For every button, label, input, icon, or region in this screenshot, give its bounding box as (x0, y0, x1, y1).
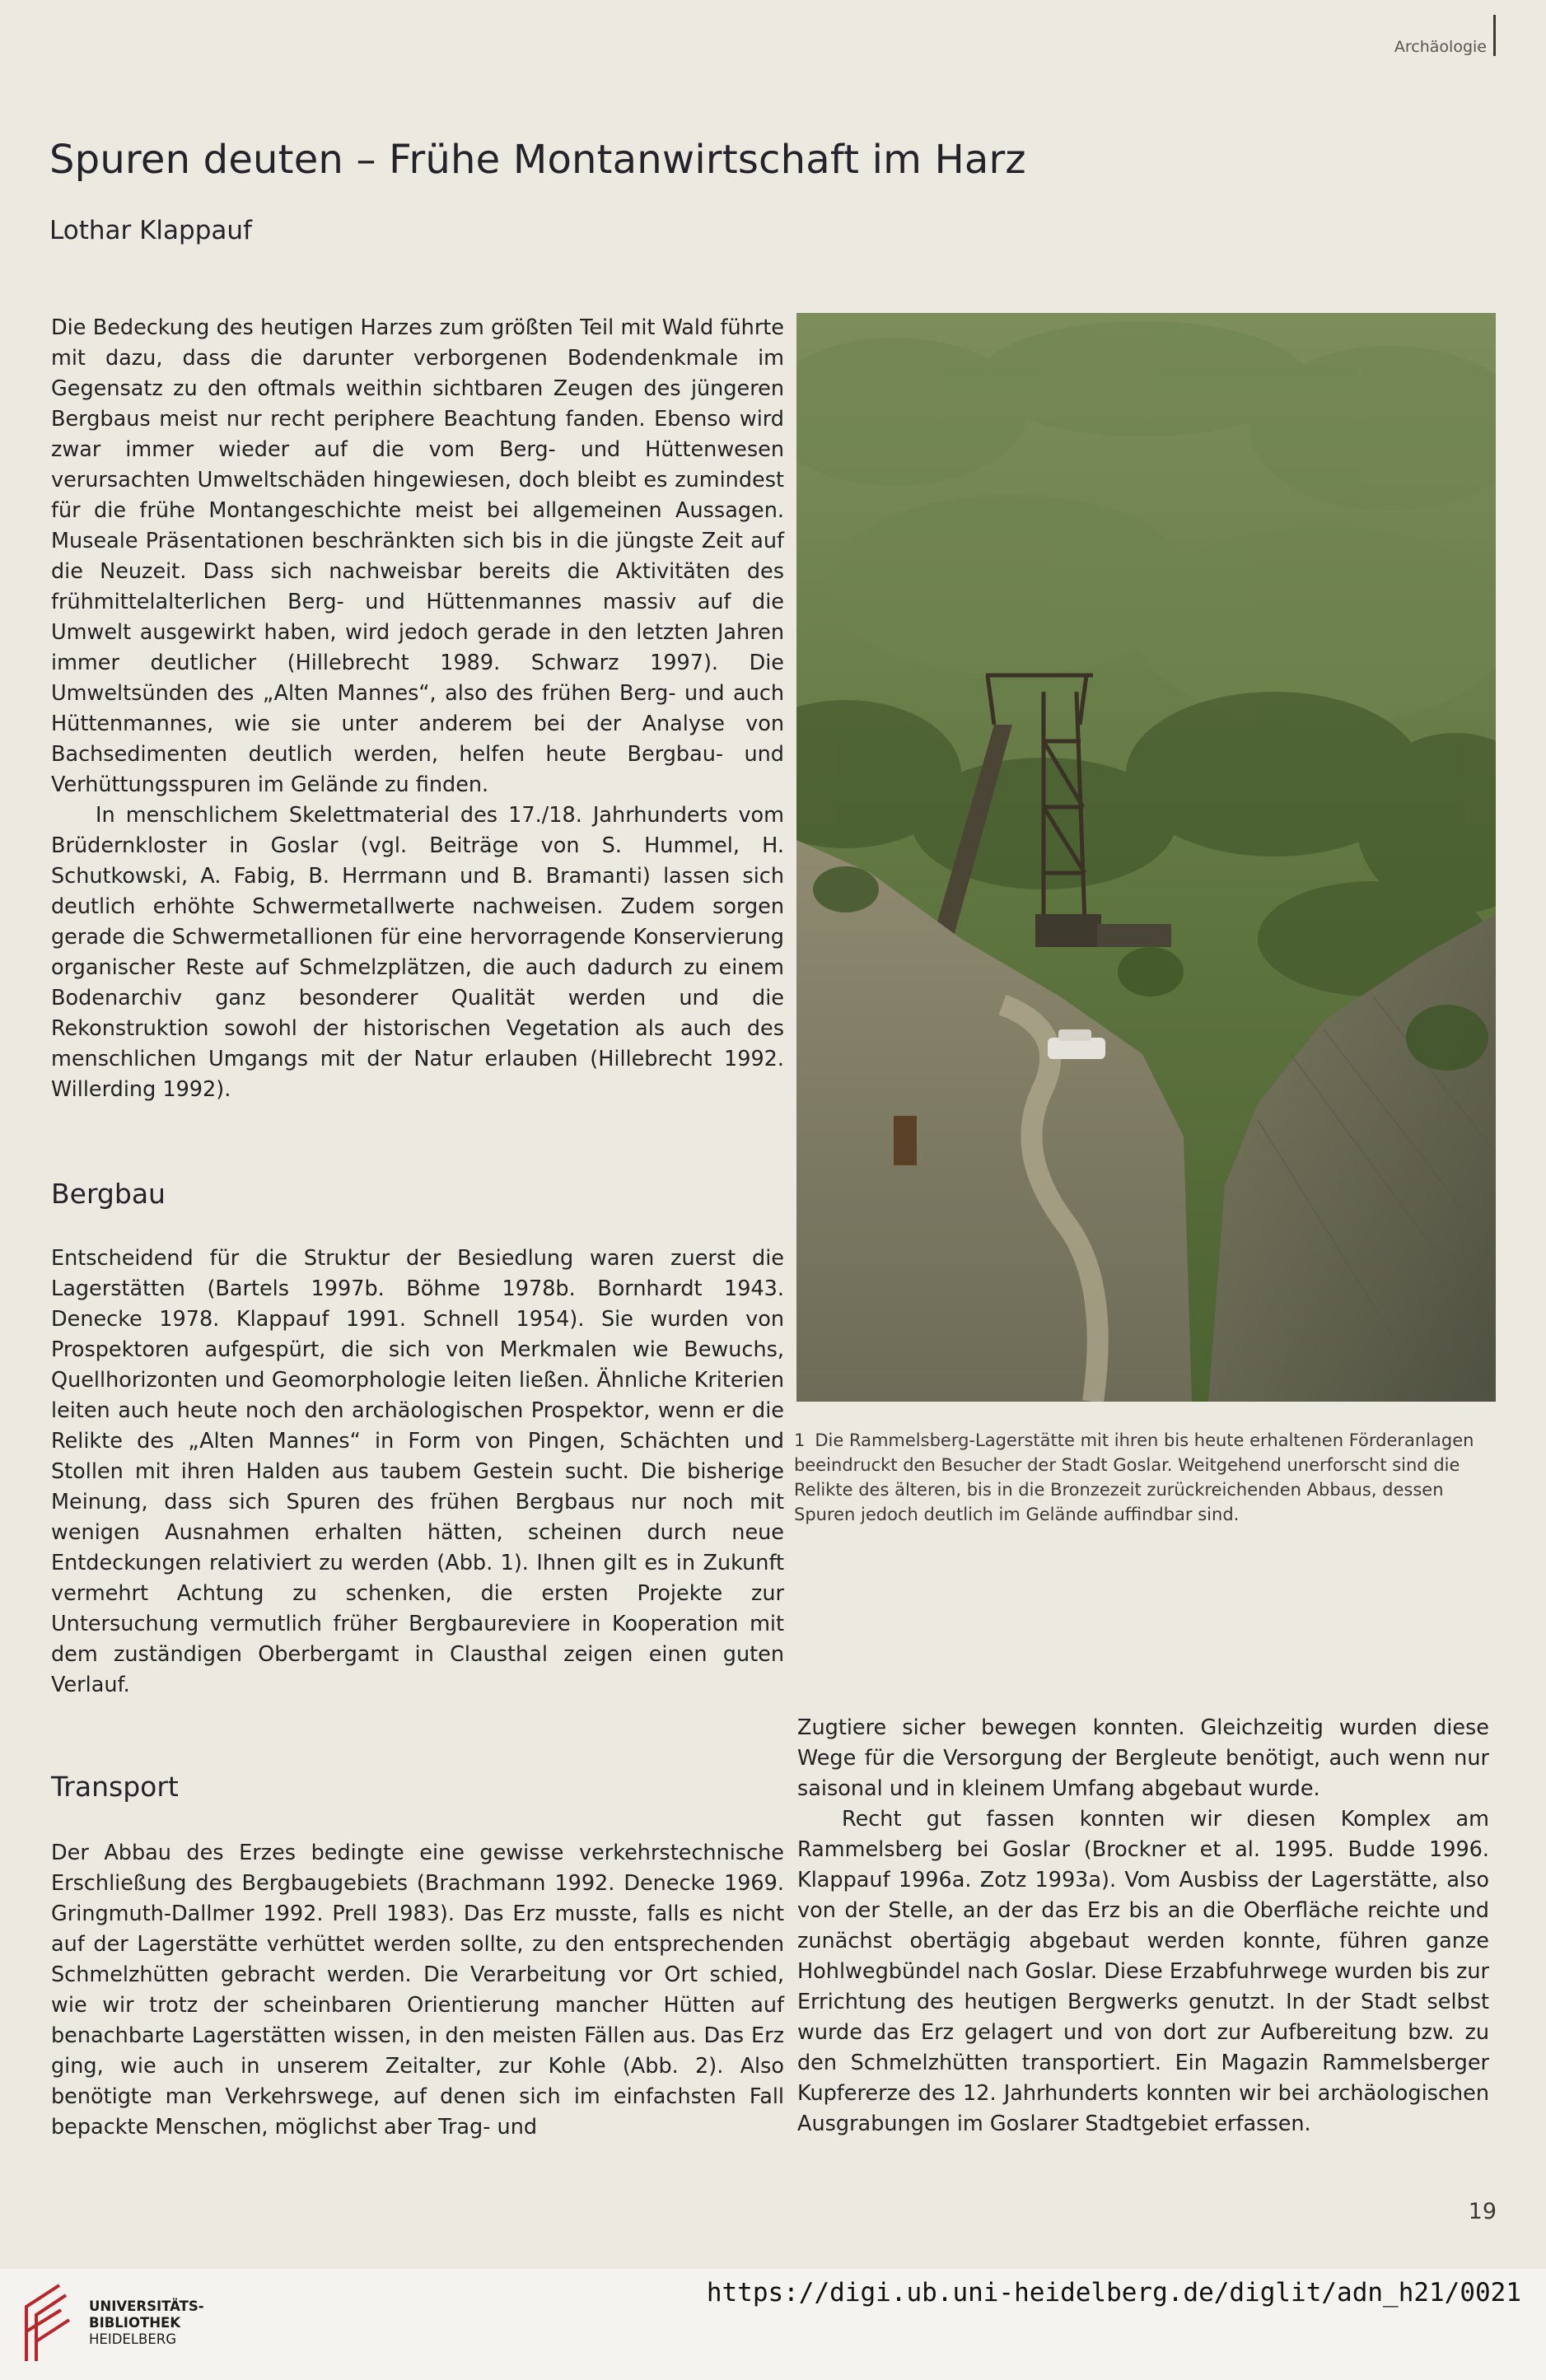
page-number: 19 (1468, 2199, 1497, 2224)
caption-text: Die Rammelsberg-Lagerstätte mit ihren bis heute erhaltenen Förderanlagen beeindruckt den Besucher der Stadt Goslar. Weitgehend unerforscht sind die Relikte des älteren, bis in die Bronzezeit zurückreichenden Abbaus, dessen Spuren jedoch deutlich im Gelände auffindbar sind. (794, 1430, 1474, 1524)
library-name (89, 2298, 204, 2348)
paragraph: In menschlichem Skelettmaterial des 17./18. Jahrhunderts vom Brüdernkloster in Goslar (vgl. Beiträge von S. Hummel, H. Schutkowski, A. Fabig, B. Herrmann und B. Bramanti) lassen sich deutlich erhöhte Schwermetallwerte nachweisen. Zudem sorgen gerade die Schwermetallionen für eine hervorragende Konservierung organischer Reste auf Schmelzplätzen, die auch dadurch zu einem Bodenarchiv ganz besonderer Qualität werden und die Rekonstruktion sowohl der historischen Vegetation als auch des menschlichen Umgangs mit der Natur erlauben (Hillebrecht 1992. Willerding 1992). (51, 803, 784, 1102)
paragraph: Zugtiere sicher bewegen konnten. Gleichzeitig wurden diese Wege für die Versorgung der Bergleute benötigt, auch wenn nur saisonal und in kleinem Umfang abgebaut wurde. (797, 1715, 1489, 1801)
digital-source-url[interactable]: https://digi.ub.uni-heidelberg.de/diglit/adn_h21/0021 (706, 2278, 1521, 2308)
paragraph: Der Abbau des Erzes bedingte eine gewisse verkehrstechnische Erschließung des Bergbaugebiets (Brachmann 1992. Denecke 1969. Gringmuth-Dallmer 1992. Prell 1983). Das Erz musste, falls es nicht auf der Lagerstätte verhüttet werden sollte, zu den entsprechenden Schmelzhütten gebracht werden. Die Verarbeitung vor Ort schied, wie wir trotz der scheinbaren Orientierung mancher Hütten auf benachbarte Lagerstätten wissen, in den meisten Fällen aus. Das Erz ging, wie auch in unserem Zeitalter, zur Kohle (Abb. 2). Also benötigte man Verkehrswege, auf denen sich im einfachsten Fall bepackte Menschen, möglichst aber Trag- und (51, 1841, 784, 2140)
running-header: Archäologie (1394, 38, 1487, 56)
transport-text (51, 1838, 784, 2143)
paragraph: Die Bedeckung des heutigen Harzes zum größten Teil mit Wald führte mit dazu, dass die darunter verborgenen Bodendenkmale im Gegensatz zu den oftmals weithin sichtbaren Zeugen des jüngeren Bergbaus meist nur recht periphere Beachtung fanden. Ebenso wird zwar immer wieder auf die vom Berg- und Hüttenwesen verursachten Umweltschäden hingewiesen, doch bleibt es zumindest für die frühe Montangeschichte meist bei allgemeinen Aussagen. Museale Präsentationen beschränkten sich bis in die jüngste Zeit auf die Neuzeit. Dass sich nachweisbar bereits die Aktivitäten des frühmittelalterlichen Berg- und Hüttenmannes massiv auf die Umwelt ausgewirkt haben, wird jedoch gerade in den letzten Jahren immer deutlicher (Hillebrecht 1989. Schwarz 1997). Die Umweltsünden des „Alten Mannes“, also des frühen Berg- und auch Hüttenmannes, wie sie unter anderem bei der Analyse von Bachsedimenten deutlich werden, helfen heute Bergbau- und Verhüttungsspuren im Gelände zu finden. (51, 315, 784, 797)
right-column-text (797, 1713, 1489, 2140)
paragraph: Entscheidend für die Struktur der Besiedlung waren zuerst die Lagerstätten (Bartels 1997b. Böhme 1978b. Bornhardt 1943. Denecke 1978. Klappauf 1991. Schnell 1954). Sie wurden von Prospektoren aufgespürt, die sich von Merkmalen wie Bewuchs, Quellhorizonten und Geomorphologie leiten ließen. Ähnliche Kriterien leiten auch heute noch den archäologischen Prospektor, wenn er die Relikte des „Alten Mannes“ in Form von Pingen, Schächten und Stollen mit ihren Halden aus taubem Gestein sucht. Die bisherige Meinung, dass sich Spuren des frühen Bergbaus nur noch mit wenigen Ausnahmen erhalten hätten, scheinen durch neue Entdeckungen relativiert zu werden (Abb. 1). Ihnen gilt es in Zukunft vermehrt Achtung zu schenken, die ersten Projekte zur Untersuchung vermutlich früher Bergbaureviere in Kooperation mit dem zuständigen Oberbergamt in Clausthal zeigen einen guten Verlauf. (51, 1246, 784, 1697)
library-name-line: UNIVERSITÄTS- (89, 2298, 204, 2314)
library-logo-icon (20, 2282, 77, 2368)
library-name-line: HEIDELBERG (89, 2331, 177, 2347)
section-heading-bergbau: Bergbau (51, 1178, 166, 1210)
intro-text (51, 313, 784, 1105)
article-author: Lothar Klappauf (49, 216, 252, 245)
bergbau-text (51, 1244, 784, 1701)
article-title: Spuren deuten – Frühe Montanwirtschaft im Harz (49, 137, 1026, 183)
mine-landscape-illustration (796, 313, 1496, 1402)
figure-number: 1 (794, 1430, 806, 1450)
header-rule (1493, 15, 1496, 56)
paragraph: Recht gut fassen konnten wir diesen Komplex am Rammelsberg bei Goslar (Brockner et al. 1995. Budde 1996. Klappauf 1996a. Zotz 1993a). Vom Ausbiss der Lagerstätte, also von der Stelle, an der das Erz bis an die Oberfläche reichte und zunächst obertägig abgebaut werden konnte, führen ganze Hohlwegbündel nach Goslar. Diese Erzabfuhrwege wurden bis zur Errichtung des heutigen Bergwerks genutzt. In der Stadt selbst wurde das Erz gelagert und von dort zur Aufbereitung bzw. zu den Schmelzhütten transportiert. Ein Magazin Rammelsberger Kupfererze des 12. Jahrhunderts konnten wir bei archäologischen Ausgrabungen im Goslarer Stadtgebiet erfassen. (797, 1807, 1489, 2136)
figure-photo (796, 313, 1496, 1402)
section-heading-transport: Transport (51, 1771, 179, 1803)
figure-caption (794, 1428, 1496, 1527)
library-name-line: BIBLIOTHEK (89, 2315, 181, 2331)
